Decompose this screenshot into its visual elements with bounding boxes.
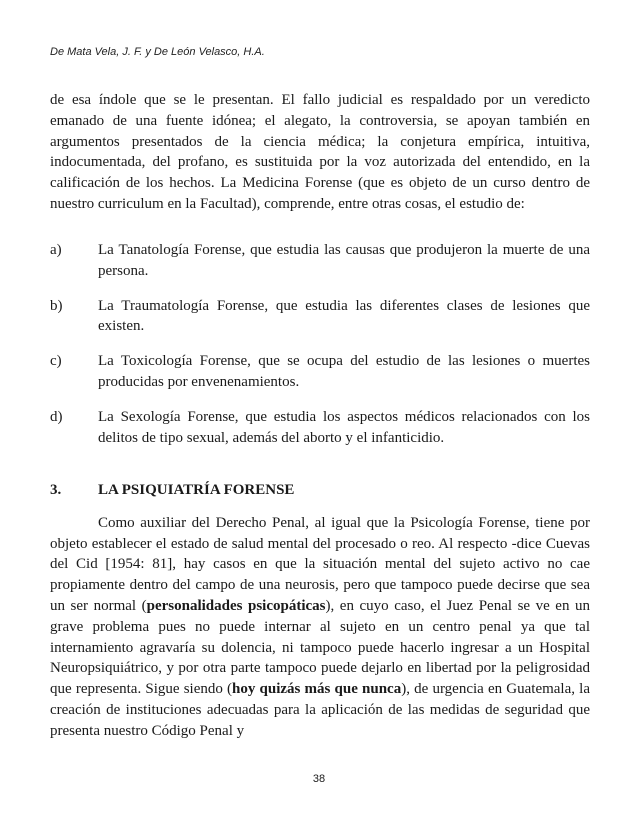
- list-item: [50, 240, 590, 282]
- forensic-list: [50, 240, 590, 462]
- running-head: De Mata Vela, J. F. y De León Velasco, H.A.: [50, 46, 265, 58]
- paragraph-text-2: ), en cuyo caso, el Juez Penal se ve en un grave problema pues no puede internar al sujeto en un centro penal ya que tal internamiento agravaría su dolencia, ni tampoco puede hacerlo ingresar a un Hospital Neuropsiquiátrico, y por otra parte tampoco puede dejarlo en libertad por la peligrosidad que representa. Sigue siendo (: [50, 597, 591, 698]
- list-item-label: c): [50, 353, 62, 370]
- list-item: [50, 351, 590, 393]
- list-item: [50, 296, 590, 338]
- section-number: 3.: [50, 482, 62, 498]
- section-psiquiatria: [50, 480, 590, 742]
- intro-paragraph: de esa índole que se le presentan. El fallo judicial es respaldado por un veredicto emanado de una fuente idónea; el alegato, la controversia, se apoyan también en argumentos presentados de la ciencia médica; la conjetura empírica, intuitiva, indocumentada, del profano, es sustituida por la voz autorizada del entendido, en la calificación de los hechos. La Medicina Forense (que es objeto de un curso dentro de nuestro curriculum en la Facultad), comprende, entre otras cosas, el estudio de:: [50, 92, 590, 212]
- list-item-text: La Tanatología Forense, que estudia las causas que produjeron la muerte de una persona.: [98, 242, 590, 279]
- list-item-label: b): [50, 297, 63, 314]
- list-item-text: La Sexología Forense, que estudia los aspectos médicos relacionados con los delitos de tipo sexual, además del aborto y el infanticidio.: [98, 408, 590, 446]
- section-heading: [50, 480, 590, 501]
- emphasis-personalidades: personalidades psicopáticas: [146, 597, 326, 614]
- list-item-text: La Traumatología Forense, que estudia las diferentes clases de lesiones que existen.: [98, 297, 590, 335]
- paragraph-text-3: ), de urgencia en Guatemala, la creación de instituciones adecuadas para la aplicación de las medidas de seguridad que presenta nuestro Código Penal y: [50, 681, 590, 739]
- intro-block: [50, 90, 590, 215]
- list-item: [50, 407, 590, 449]
- list-item-text: La Toxicología Forense, que se ocupa del estudio de las lesiones o muertes producidas por envenenamientos.: [98, 353, 590, 390]
- list-item-label: d): [50, 408, 63, 425]
- emphasis-hoy-quizas: hoy quizás más que nunca: [232, 681, 402, 698]
- paragraph-text-1: Como auxiliar del Derecho Penal, al igual que la Psicología Forense, tiene por objeto establecer el estado de salud mental del procesado o reo. Al respecto -dice Cuevas del Cid [1954: 81], hay casos en que la situación mental del sujeto activo no cae propiamente dentro del campo de una neurosis, pero que tampoco puede decirse que sea un ser normal (: [50, 514, 590, 614]
- section-paragraph: [50, 513, 590, 742]
- section-title: LA PSIQUIATRÍA FORENSE: [98, 482, 295, 498]
- list-item-label: a): [50, 242, 62, 258]
- page-number: 38: [312, 773, 326, 785]
